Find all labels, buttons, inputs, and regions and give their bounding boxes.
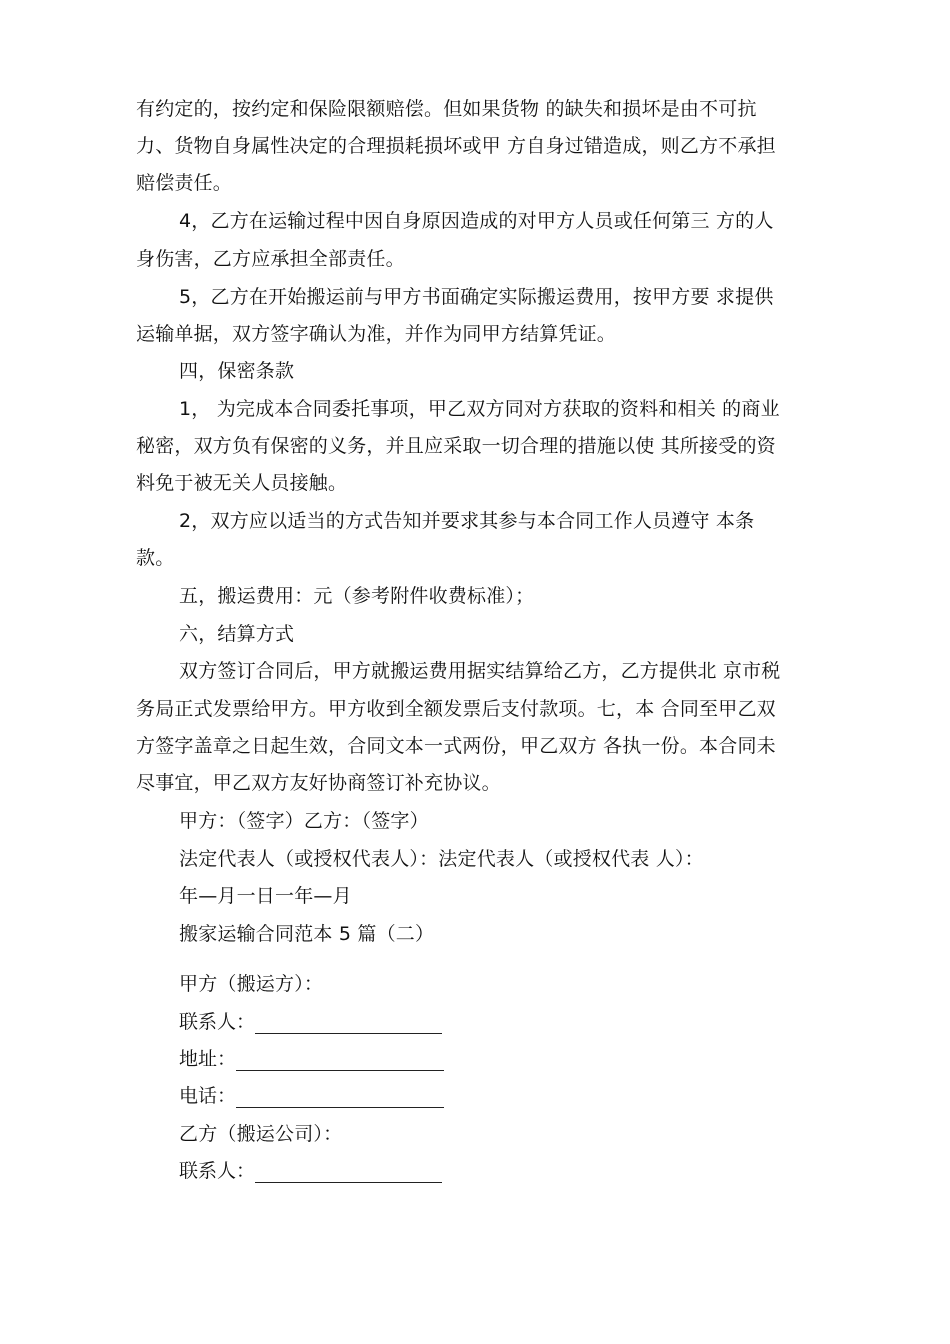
paragraph-line: 料免于被无关人员接触。 xyxy=(136,472,348,494)
paragraph-line: 秘密，双方负有保密的义务，并且应采取一切合理的措施以使 其所接受的资 xyxy=(136,435,776,457)
paragraph-line: 2，双方应以适当的方式告知并要求其参与本合同工作人员遵守 本条 xyxy=(179,510,755,532)
field-label: 联系人： xyxy=(179,1160,256,1182)
paragraph-line: 务局正式发票给甲方。甲方收到全额发票后支付款项。七，本 合同至甲乙双 xyxy=(136,698,776,720)
party-b-contact-field xyxy=(179,1159,442,1183)
paragraph-line: 1， 为完成本合同委托事项，甲乙双方同对方获取的资料和相关 的商业 xyxy=(179,398,780,420)
party-b-label: 乙方（搬运公司）： xyxy=(179,1123,343,1145)
fill-in-blank xyxy=(236,1050,444,1071)
date-line: 年—月一日一年—月 xyxy=(179,885,352,907)
field-label: 电话： xyxy=(179,1085,237,1107)
paragraph-line: 力、货物自身属性决定的合理损耗损坏或甲 方自身过错造成，则乙方不承担 xyxy=(136,135,776,157)
fill-in-blank xyxy=(255,1162,442,1183)
paragraph-line: 方签字盖章之日起生效，合同文本一式两份，甲乙双方 各执一份。本合同未 xyxy=(136,735,776,757)
paragraph-line: 5，乙方在开始搬运前与甲方书面确定实际搬运费用，按甲方要 求提供 xyxy=(179,286,774,308)
party-a-address-field xyxy=(179,1047,444,1071)
fill-in-blank xyxy=(236,1087,444,1108)
contract-title: 搬家运输合同范本 5 篇（二） xyxy=(179,923,435,945)
party-a-label: 甲方（搬运方）： xyxy=(179,973,324,995)
paragraph-line: 双方签订合同后，甲方就搬运费用据实结算给乙方，乙方提供北 京市税 xyxy=(179,660,781,682)
paragraph-line: 尽事宜，甲乙双方友好协商签订补充协议。 xyxy=(136,772,501,794)
section-heading: 四，保密条款 xyxy=(179,360,295,382)
section-heading: 六，结算方式 xyxy=(179,623,295,645)
field-label: 联系人： xyxy=(179,1011,256,1033)
paragraph-line: 款。 xyxy=(136,547,175,569)
representative-line: 法定代表人（或授权代表人）：法定代表人（或授权代表 人）： xyxy=(179,848,704,870)
signature-line: 甲方：（签字）乙方：（签字） xyxy=(179,810,429,832)
paragraph-line: 身伤害，乙方应承担全部责任。 xyxy=(136,248,405,270)
fill-in-blank xyxy=(255,1013,442,1034)
section-heading: 五，搬运费用：元（参考附件收费标准）； xyxy=(179,585,535,607)
paragraph-line: 4，乙方在运输过程中因自身原因造成的对甲方人员或任何第三 方的人 xyxy=(179,210,774,232)
paragraph-line: 运输单据，双方签字确认为准，并作为同甲方结算凭证。 xyxy=(136,323,617,345)
field-label: 地址： xyxy=(179,1048,237,1070)
party-a-contact-field xyxy=(179,1010,442,1034)
party-a-phone-field xyxy=(179,1084,444,1108)
paragraph-line: 有约定的，按约定和保险限额赔偿。但如果货物 的缺失和损坏是由不可抗 xyxy=(136,98,757,120)
paragraph-line: 赔偿责任。 xyxy=(136,172,233,194)
